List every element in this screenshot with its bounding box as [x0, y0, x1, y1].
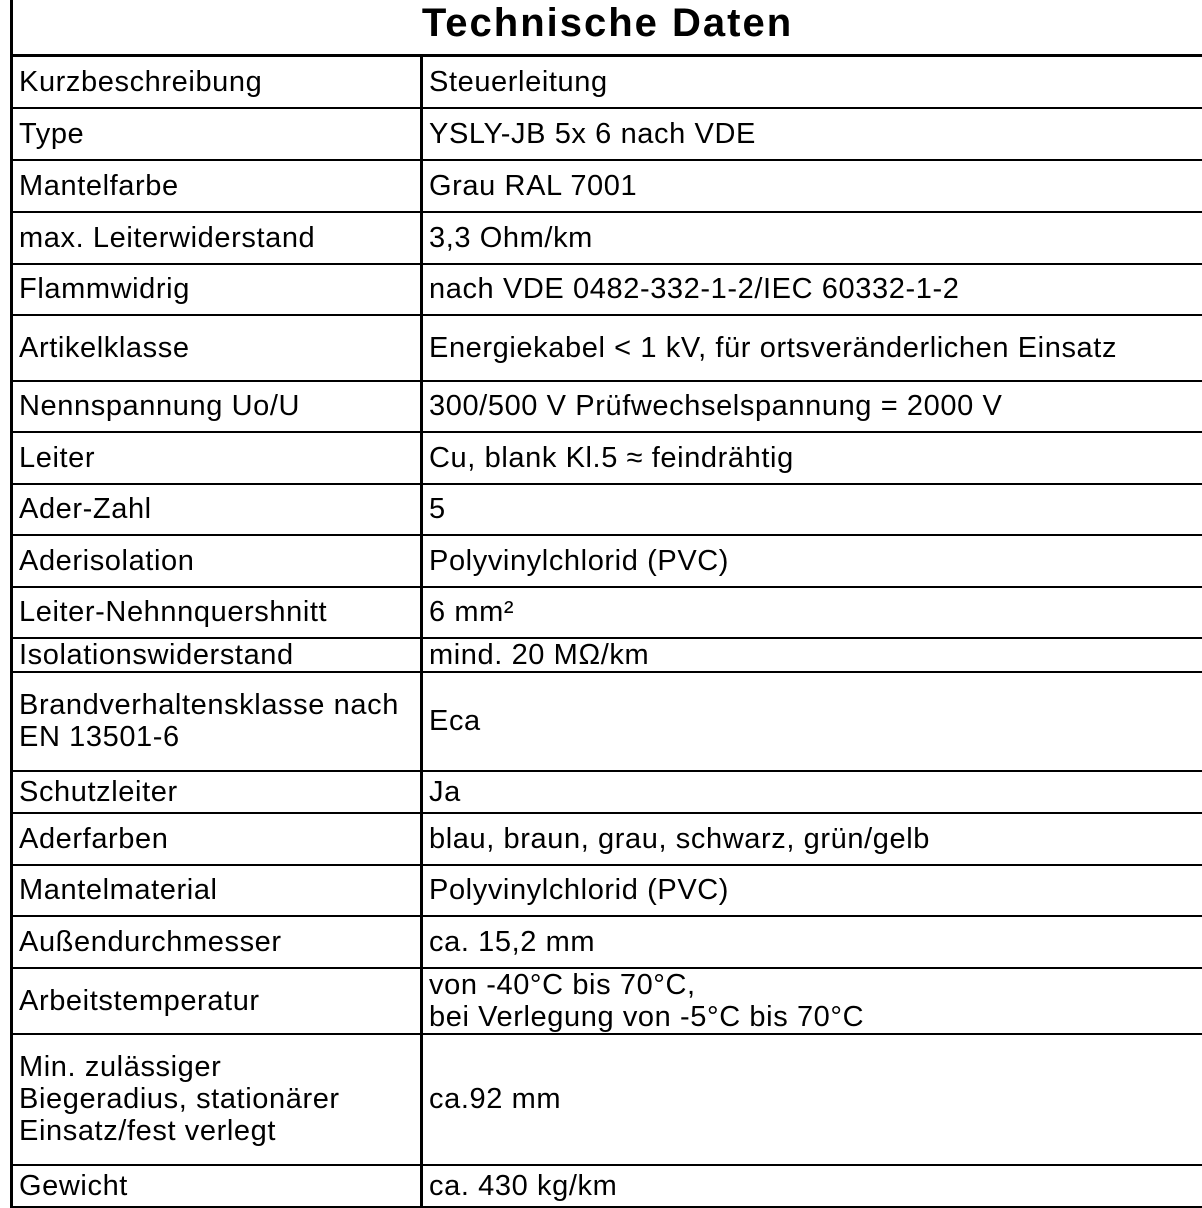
title-bar — [10, 0, 1202, 54]
spec-value: von -40°C bis 70°C, bei Verlegung von -5°C bis 70°C — [422, 968, 1202, 1034]
spec-label: Min. zulässiger Biegeradius, stationärer Einsatz/fest verlegt — [12, 1034, 422, 1165]
spec-value: Polyvinylchlorid (PVC) — [422, 865, 1202, 916]
spec-label: Gewicht — [12, 1165, 422, 1207]
spec-label: Mantelfarbe — [12, 160, 422, 212]
table-row — [12, 813, 1202, 865]
spec-label: Type — [12, 108, 422, 160]
page-title: Technische Daten — [13, 0, 1202, 50]
spec-label: Aderfarben — [12, 813, 422, 865]
table-row — [12, 484, 1202, 535]
spec-value: nach VDE 0482-332-1-2/IEC 60332-1-2 — [422, 264, 1202, 315]
spec-value: Eca — [422, 672, 1202, 771]
spec-value: Energiekabel < 1 kV, für ortsveränderlichen Einsatz — [422, 315, 1202, 381]
spec-label: Kurzbeschreibung — [12, 56, 422, 108]
spec-value: Ja — [422, 771, 1202, 813]
table-row — [12, 1034, 1202, 1165]
spec-label: Schutzleiter — [12, 771, 422, 813]
spec-label: Ader-Zahl — [12, 484, 422, 535]
table-row — [12, 212, 1202, 264]
spec-value: Polyvinylchlorid (PVC) — [422, 535, 1202, 587]
spec-value: ca. 15,2 mm — [422, 916, 1202, 968]
spec-label: Leiter — [12, 432, 422, 484]
spec-value: Cu, blank Kl.5 ≈ feindrähtig — [422, 432, 1202, 484]
spec-value: 6 mm² — [422, 587, 1202, 638]
spec-value: ca. 430 kg/km — [422, 1165, 1202, 1207]
spec-value: Steuerleitung — [422, 56, 1202, 108]
spec-value: blau, braun, grau, schwarz, grün/gelb — [422, 813, 1202, 865]
table-row — [12, 381, 1202, 432]
spec-label: Arbeitstemperatur — [12, 968, 422, 1034]
table-row — [12, 587, 1202, 638]
spec-value: 300/500 V Prüfwechselspannung = 2000 V — [422, 381, 1202, 432]
spec-label: Flammwidrig — [12, 264, 422, 315]
table-row — [12, 771, 1202, 813]
table-row — [12, 1165, 1202, 1207]
spec-label: Brandverhaltensklasse nach EN 13501-6 — [12, 672, 422, 771]
spec-label: Außendurchmesser — [12, 916, 422, 968]
table-row — [12, 535, 1202, 587]
spec-table — [10, 54, 1202, 1208]
table-row — [12, 432, 1202, 484]
table-row — [12, 916, 1202, 968]
table-row — [12, 968, 1202, 1034]
spec-label: Artikelklasse — [12, 315, 422, 381]
spec-value: YSLY-JB 5x 6 nach VDE — [422, 108, 1202, 160]
spec-label: Aderisolation — [12, 535, 422, 587]
spec-value: mind. 20 MΩ/km — [422, 638, 1202, 672]
table-row — [12, 638, 1202, 672]
table-row — [12, 160, 1202, 212]
spec-value: Grau RAL 7001 — [422, 160, 1202, 212]
spec-label: Leiter-Nehnnquershnitt — [12, 587, 422, 638]
table-row — [12, 56, 1202, 108]
table-row — [12, 264, 1202, 315]
spec-value: 5 — [422, 484, 1202, 535]
spec-label: Mantelmaterial — [12, 865, 422, 916]
spec-label: max. Leiterwiderstand — [12, 212, 422, 264]
table-row — [12, 108, 1202, 160]
table-row — [12, 865, 1202, 916]
spec-value: ca.92 mm — [422, 1034, 1202, 1165]
spec-label: Isolationswiderstand — [12, 638, 422, 672]
table-row — [12, 672, 1202, 771]
spec-label: Nennspannung Uo/U — [12, 381, 422, 432]
table-row — [12, 315, 1202, 381]
spec-value: 3,3 Ohm/km — [422, 212, 1202, 264]
